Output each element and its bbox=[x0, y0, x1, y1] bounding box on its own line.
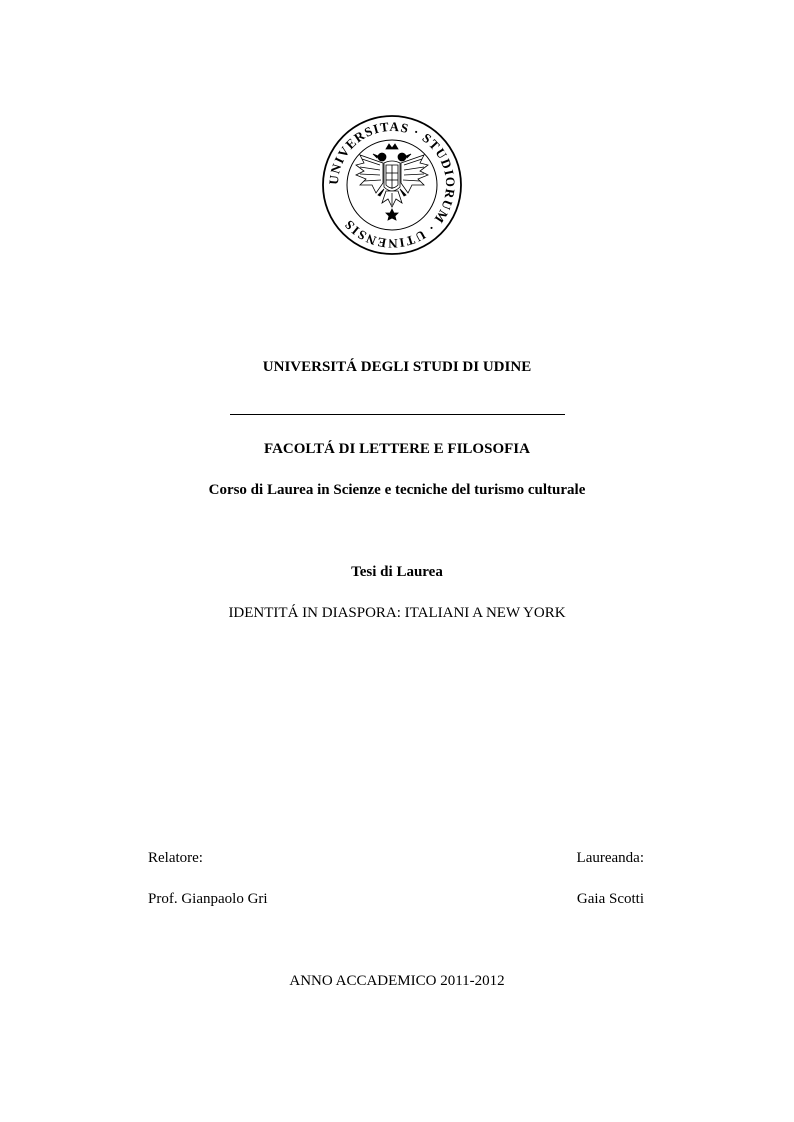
relatore-label: Relatore: bbox=[148, 850, 203, 866]
laureanda-label: Laureanda: bbox=[576, 850, 644, 866]
seal-graphic bbox=[320, 113, 464, 257]
laureanda-name: Gaia Scotti bbox=[576, 891, 644, 907]
relatore-name: Prof. Gianpaolo Gri bbox=[148, 891, 268, 907]
course-name: Corso di Laurea in Scienze e tecniche del turismo culturale bbox=[208, 482, 586, 498]
faculty-name: FACOLTÁ DI LETTERE E FILOSOFIA bbox=[264, 441, 530, 457]
horizontal-rule bbox=[230, 414, 565, 415]
seal-ring-text: UNIVERSITAS · STUDIORUM · UTINENSIS bbox=[325, 118, 459, 252]
university-seal-eagle-icon bbox=[320, 113, 464, 257]
thesis-type: Tesi di Laurea bbox=[351, 564, 443, 580]
thesis-title: IDENTITÁ IN DIASPORA: ITALIANI A NEW YORK bbox=[228, 605, 566, 621]
university-name: UNIVERSITÁ DEGLI STUDI DI UDINE bbox=[262, 359, 532, 375]
academic-year: ANNO ACCADEMICO 2011-2012 bbox=[289, 973, 505, 989]
eagle-emblem bbox=[356, 144, 428, 220]
